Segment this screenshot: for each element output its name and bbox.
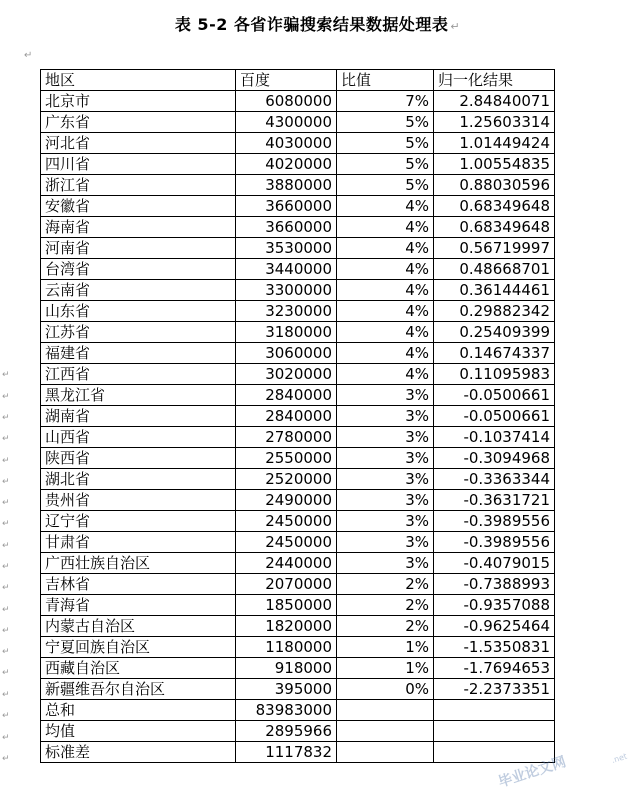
normalized-cell: 1.25603314: [434, 112, 555, 133]
ratio-cell: 4%: [337, 280, 434, 301]
ratio-cell: 4%: [337, 364, 434, 385]
table-row: [41, 385, 555, 406]
normalized-cell: -0.9625464: [434, 616, 555, 637]
table-header-row: [41, 70, 555, 91]
paragraph-mark-icon: ↵: [2, 647, 10, 657]
baidu-cell: 6080000: [236, 91, 337, 112]
table-row: [41, 259, 555, 280]
baidu-cell: 3530000: [236, 238, 337, 259]
ratio-cell: 4%: [337, 301, 434, 322]
paragraph-mark-icon: ↵: [2, 456, 10, 466]
ratio-cell: 3%: [337, 385, 434, 406]
baidu-cell: 1180000: [236, 637, 337, 658]
region-cell: 宁夏回族自治区: [41, 637, 236, 658]
normalized-cell: -1.7694653: [434, 658, 555, 679]
ratio-cell: 0%: [337, 679, 434, 700]
empty-cell: [434, 721, 555, 742]
baidu-cell: 4020000: [236, 154, 337, 175]
region-cell: 甘肃省: [41, 532, 236, 553]
region-cell: 河北省: [41, 133, 236, 154]
ratio-cell: 3%: [337, 511, 434, 532]
table-row: [41, 406, 555, 427]
ratio-cell: 3%: [337, 490, 434, 511]
paragraph-mark-icon: ↵: [2, 626, 10, 636]
normalized-cell: 0.25409399: [434, 322, 555, 343]
paragraph-mark-icon: ↵: [2, 498, 10, 508]
normalized-cell: 0.68349648: [434, 196, 555, 217]
normalized-cell: -0.3094968: [434, 448, 555, 469]
region-cell: 内蒙古自治区: [41, 616, 236, 637]
header-cell-region: 地区: [41, 70, 236, 91]
baidu-cell: 4030000: [236, 133, 337, 154]
table-row: [41, 196, 555, 217]
summary-label-cell: 总和: [41, 700, 236, 721]
ratio-cell: 5%: [337, 154, 434, 175]
table-row: [41, 469, 555, 490]
table-row: [41, 238, 555, 259]
ratio-cell: 4%: [337, 217, 434, 238]
summary-value-cell: 1117832: [236, 742, 337, 763]
table-row: [41, 217, 555, 238]
normalized-cell: 0.11095983: [434, 364, 555, 385]
baidu-cell: 2450000: [236, 532, 337, 553]
region-cell: 海南省: [41, 217, 236, 238]
normalized-cell: -1.5350831: [434, 637, 555, 658]
region-cell: 新疆维吾尔自治区: [41, 679, 236, 700]
region-cell: 黑龙江省: [41, 385, 236, 406]
ratio-cell: 5%: [337, 112, 434, 133]
region-cell: 山东省: [41, 301, 236, 322]
table-row: [41, 133, 555, 154]
paragraph-mark-icon: ↵: [2, 583, 10, 593]
normalized-cell: -0.0500661: [434, 406, 555, 427]
table-row: [41, 553, 555, 574]
baidu-cell: 3880000: [236, 175, 337, 196]
summary-value-cell: 2895966: [236, 721, 337, 742]
baidu-cell: 1850000: [236, 595, 337, 616]
empty-cell: [337, 742, 434, 763]
normalized-cell: -0.3363344: [434, 469, 555, 490]
region-cell: 山西省: [41, 427, 236, 448]
table-row: [41, 679, 555, 700]
normalized-cell: -0.3989556: [434, 532, 555, 553]
baidu-cell: 2520000: [236, 469, 337, 490]
normalized-cell: 0.56719997: [434, 238, 555, 259]
normalized-cell: 0.14674337: [434, 343, 555, 364]
region-cell: 河南省: [41, 238, 236, 259]
baidu-cell: 3660000: [236, 217, 337, 238]
paragraph-mark-icon: ↵: [2, 477, 10, 487]
summary-row: [41, 742, 555, 763]
ratio-cell: 3%: [337, 469, 434, 490]
region-cell: 广东省: [41, 112, 236, 133]
baidu-cell: 2550000: [236, 448, 337, 469]
baidu-cell: 2070000: [236, 574, 337, 595]
table-row: [41, 112, 555, 133]
empty-cell: [337, 721, 434, 742]
table-row: [41, 637, 555, 658]
table-row: [41, 616, 555, 637]
table-row: [41, 490, 555, 511]
ratio-cell: 5%: [337, 175, 434, 196]
paragraph-mark-icon: ↵: [2, 370, 10, 380]
ratio-cell: 2%: [337, 616, 434, 637]
paragraph-mark-icon: ↵: [24, 50, 33, 61]
ratio-cell: 5%: [337, 133, 434, 154]
normalized-cell: 1.01449424: [434, 133, 555, 154]
normalized-cell: 1.00554835: [434, 154, 555, 175]
paragraph-mark-icon: ↵: [2, 413, 10, 423]
ratio-cell: 4%: [337, 259, 434, 280]
normalized-cell: -0.3631721: [434, 490, 555, 511]
region-cell: 广西壮族自治区: [41, 553, 236, 574]
region-cell: 四川省: [41, 154, 236, 175]
baidu-cell: 2440000: [236, 553, 337, 574]
ratio-cell: 3%: [337, 427, 434, 448]
ratio-cell: 7%: [337, 91, 434, 112]
region-cell: 北京市: [41, 91, 236, 112]
region-cell: 安徽省: [41, 196, 236, 217]
normalized-cell: 0.48668701: [434, 259, 555, 280]
baidu-cell: 3230000: [236, 301, 337, 322]
table-caption: [0, 12, 635, 35]
normalized-cell: -0.9357088: [434, 595, 555, 616]
table-row: [41, 532, 555, 553]
header-cell-ratio: 比值: [337, 70, 434, 91]
normalized-cell: 0.29882342: [434, 301, 555, 322]
table-row: [41, 175, 555, 196]
normalized-cell: 0.88030596: [434, 175, 555, 196]
table-row: [41, 595, 555, 616]
header-cell-baidu: 百度: [236, 70, 337, 91]
paragraph-mark-icon: ↵: [2, 605, 10, 615]
ratio-cell: 1%: [337, 658, 434, 679]
summary-label-cell: 均值: [41, 721, 236, 742]
watermark-text: 毕业论文网: [496, 754, 568, 791]
table-row: [41, 364, 555, 385]
header-cell-normalized: 归一化结果: [434, 70, 555, 91]
normalized-cell: -0.0500661: [434, 385, 555, 406]
region-cell: 江西省: [41, 364, 236, 385]
baidu-cell: 2780000: [236, 427, 337, 448]
baidu-cell: 2840000: [236, 406, 337, 427]
table-row: [41, 427, 555, 448]
data-table-body: [41, 70, 555, 763]
region-cell: 云南省: [41, 280, 236, 301]
paragraph-mark-icon: ↵: [2, 668, 10, 678]
region-cell: 台湾省: [41, 259, 236, 280]
ratio-cell: 4%: [337, 322, 434, 343]
normalized-cell: 2.84840071: [434, 91, 555, 112]
paragraph-mark-icon: ↵: [2, 392, 10, 402]
baidu-cell: 1820000: [236, 616, 337, 637]
paragraph-mark-icon: ↵: [450, 20, 461, 33]
normalized-cell: -0.1037414: [434, 427, 555, 448]
region-cell: 陕西省: [41, 448, 236, 469]
region-cell: 浙江省: [41, 175, 236, 196]
baidu-cell: 395000: [236, 679, 337, 700]
baidu-cell: 4300000: [236, 112, 337, 133]
watermark-subtext: .net: [610, 751, 629, 766]
table-row: [41, 658, 555, 679]
region-cell: 青海省: [41, 595, 236, 616]
table-row: [41, 322, 555, 343]
summary-label-cell: 标准差: [41, 742, 236, 763]
normalized-cell: -0.4079015: [434, 553, 555, 574]
region-cell: 贵州省: [41, 490, 236, 511]
normalized-cell: -0.3989556: [434, 511, 555, 532]
empty-cell: [434, 700, 555, 721]
region-cell: 西藏自治区: [41, 658, 236, 679]
ratio-cell: 3%: [337, 406, 434, 427]
data-table: [40, 69, 555, 763]
baidu-cell: 3020000: [236, 364, 337, 385]
summary-row: [41, 721, 555, 742]
empty-cell: [337, 700, 434, 721]
summary-value-cell: 83983000: [236, 700, 337, 721]
table-row: [41, 511, 555, 532]
ratio-cell: 4%: [337, 343, 434, 364]
baidu-cell: 3180000: [236, 322, 337, 343]
table-row: [41, 154, 555, 175]
paragraph-mark-icon: ↵: [2, 733, 10, 743]
paragraph-mark-icon: ↵: [2, 690, 10, 700]
ratio-cell: 3%: [337, 532, 434, 553]
paragraph-mark-icon: ↵: [2, 434, 10, 444]
region-cell: 辽宁省: [41, 511, 236, 532]
ratio-cell: 4%: [337, 196, 434, 217]
table-row: [41, 343, 555, 364]
table-row: [41, 301, 555, 322]
normalized-cell: 0.36144461: [434, 280, 555, 301]
region-cell: 湖北省: [41, 469, 236, 490]
ratio-cell: 2%: [337, 595, 434, 616]
table-caption-text: 表 5-2 各省诈骗搜索结果数据处理表: [174, 15, 449, 34]
table-row: [41, 574, 555, 595]
paragraph-mark-icon: ↵: [2, 541, 10, 551]
baidu-cell: 2450000: [236, 511, 337, 532]
table-row: [41, 91, 555, 112]
paragraph-mark-icon: ↵: [2, 754, 10, 764]
region-cell: 江苏省: [41, 322, 236, 343]
ratio-cell: 3%: [337, 553, 434, 574]
baidu-cell: 3660000: [236, 196, 337, 217]
table-row: [41, 280, 555, 301]
region-cell: 吉林省: [41, 574, 236, 595]
paragraph-mark-icon: ↵: [2, 519, 10, 529]
ratio-cell: 1%: [337, 637, 434, 658]
paragraph-mark-icon: ↵: [2, 562, 10, 572]
baidu-cell: 918000: [236, 658, 337, 679]
paragraph-mark-icon: ↵: [2, 711, 10, 721]
normalized-cell: 0.68349648: [434, 217, 555, 238]
ratio-cell: 2%: [337, 574, 434, 595]
baidu-cell: 3060000: [236, 343, 337, 364]
baidu-cell: 2840000: [236, 385, 337, 406]
normalized-cell: -0.7388993: [434, 574, 555, 595]
region-cell: 湖南省: [41, 406, 236, 427]
region-cell: 福建省: [41, 343, 236, 364]
summary-row: [41, 700, 555, 721]
table-row: [41, 448, 555, 469]
normalized-cell: -2.2373351: [434, 679, 555, 700]
baidu-cell: 3300000: [236, 280, 337, 301]
ratio-cell: 3%: [337, 448, 434, 469]
ratio-cell: 4%: [337, 238, 434, 259]
baidu-cell: 2490000: [236, 490, 337, 511]
baidu-cell: 3440000: [236, 259, 337, 280]
